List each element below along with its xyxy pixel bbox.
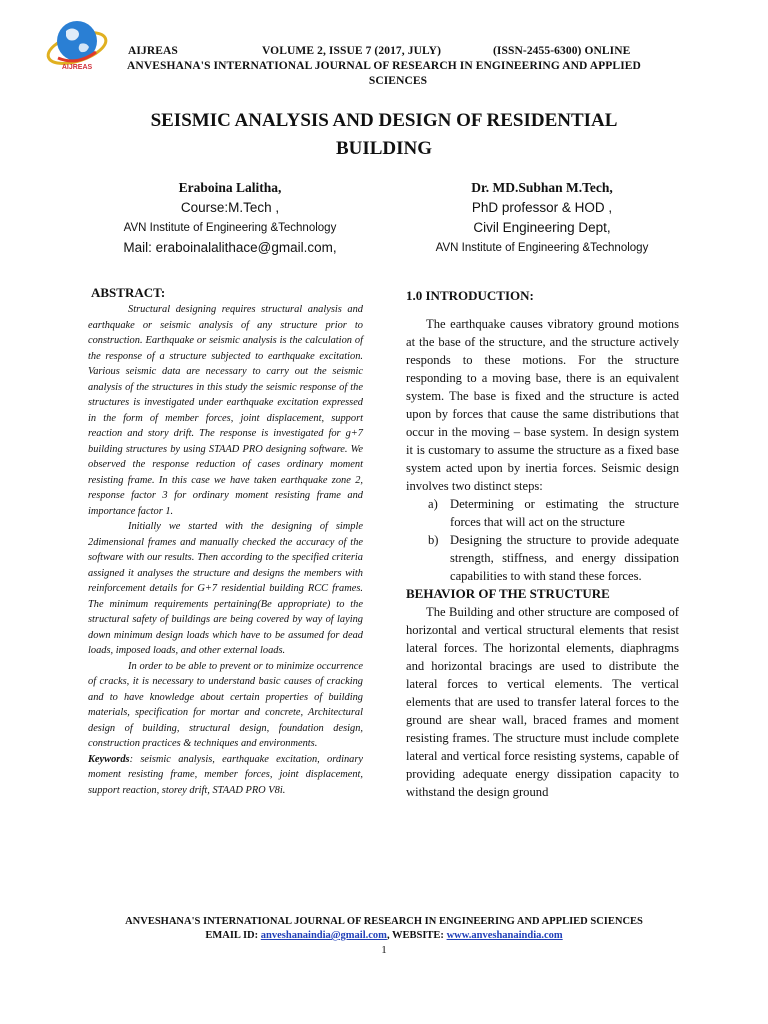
paper-title [0, 107, 768, 163]
footer-website-label: , WEBSITE: [386, 930, 444, 941]
abstract-paragraph-2 [88, 519, 363, 659]
list-item [406, 495, 679, 531]
footer-contact [0, 930, 768, 941]
author-name: Eraboina Lalitha, [178, 180, 282, 195]
author-institute: AVN Institute of Engineering &Technology [123, 222, 337, 234]
behavior-text: The Building and other structure are composed of horizontal and vertical structural elements that resist lateral forces. The horizontal elements, diaphragms and horizontal bracings are used to distribute the lateral forces to vertical elements. The vertical elements that are used to transfer lateral forces to the ground are shear wall, braced frames and moment resisting frames. The structure must include complete lateral and vertical force resisting systems, capable of providing adequate energy dissipation capacity to withstand the design ground [406, 605, 679, 799]
right-column [406, 284, 679, 801]
abstract-text-1: Structural designing requires structural analysis and earthquake or seismic analysis of any structure prior to construction. Earthquake or seismic analysis is the calculation of the response of a structure subjected to earthquake excitation. Various seismic data are necessary to carry out the seismic analysis of the structures in this study the seismic response of the structures is investigated under earthquake excitation expressed in the form of member forces, joint displacement, support reaction and story drift. The response is investigated for g+7 building structures by using STAAD PRO designing software. We observed the response reduction of cases ordinary moment resisting frame. In this case we have taken earthquake zone 2, response factor 3 for ordinary moment resisting frame and importance factor 1. [88, 304, 363, 517]
abstract-heading: ABSTRACT: [91, 285, 166, 300]
paper-title-line1: SEISMIC ANALYSIS AND DESIGN OF RESIDENTIAL [150, 110, 618, 131]
author-1 [110, 178, 350, 258]
list-item [406, 531, 679, 585]
author-email: Mail: eraboinalalithace@gmail.com, [123, 240, 337, 255]
list-text: Designing the structure to provide adequate strength, stiffness, and energy dissipation capabilities to with stand these forces. [450, 533, 679, 583]
abstract-paragraph-3 [88, 659, 363, 752]
left-column [88, 284, 363, 798]
abstract-paragraph-1 [88, 302, 363, 519]
journal-name-line1: ANVESHANA'S INTERNATIONAL JOURNAL OF RESEARCH IN ENGINEERING AND APPLIED [127, 60, 641, 72]
issn: (ISSN-2455-6300) ONLINE [493, 45, 631, 57]
introduction-paragraph [406, 315, 679, 495]
design-steps-list [406, 495, 679, 585]
list-marker: a) [428, 497, 438, 511]
journal-name-line2: SCIENCES [368, 75, 428, 87]
logo-text: AIJREAS [61, 64, 93, 71]
list-marker: b) [428, 533, 439, 547]
list-text: Determining or estimating the structure forces that will act on the structure [450, 497, 679, 529]
author-2 [420, 178, 664, 258]
author-institute: AVN Institute of Engineering &Technology [435, 242, 649, 254]
footer-journal: ANVESHANA'S INTERNATIONAL JOURNAL OF RESEARCH IN ENGINEERING AND APPLIED SCIENCES [125, 916, 643, 927]
behavior-heading: BEHAVIOR OF THE STRUCTURE [406, 586, 610, 601]
keywords [88, 752, 363, 799]
author-course: Course:M.Tech , [180, 200, 280, 215]
footer-website-link[interactable]: www.anveshanaindia.com [446, 930, 563, 941]
page-number: 1 [381, 944, 387, 956]
keywords-text: : seismic analysis, earthquake excitation, ordinary moment resisting frame, member forces, joint displacement, support reaction, storey drift, STAAD PRO V8i. [88, 753, 363, 796]
footer-email-label: EMAIL ID: [205, 930, 259, 941]
volume-issue: VOLUME 2, ISSUE 7 (2017, JULY) [262, 45, 442, 57]
abstract-text-3: In order to be able to prevent or to minimize occurrence of cracks, it is necessary to understand basic causes of cracking and to have knowledge about certain properties of building materials, specification for mortar and concrete, Architectural design of building, structural design, foundation design, construction practices & techniques and environments. [88, 660, 363, 749]
author-designation: PhD professor & HOD , [471, 200, 613, 215]
introduction-text: The earthquake causes vibratory ground motions at the base of the structure, and the structure actively responds to these motions. For the structure responding to a moving base, there is an equivalent system. The base is fixed and the structure is acted upon by forces that cause the same distributions that occur in the moving – base system. In design system it is customary to assume the structure as a fixed base system acted upon by inertia forces. Seismic design involves two distinct steps: [406, 317, 679, 493]
behavior-paragraph [406, 603, 679, 801]
abstract-text-2: Initially we started with the designing of simple 2dimensional frames and manually checked the accuracy of the software with our results. Then according to the specified criteria assigned it analyses the structure and designs the members with reinforcement details for G+7 residential building RCC frames. The minimum requirements pertaining(Be appropriate) to the structural safety of buildings are being covered by way of laying down minimum design loads which have to be assumed for dead loads, imposed loads, and other external loads. [88, 521, 363, 656]
author-department: Civil Engineering Dept, [473, 220, 611, 235]
author-name: Dr. MD.Subhan M.Tech, [471, 180, 613, 195]
paper-title-line2: BUILDING [335, 138, 433, 159]
keywords-label: Keywords [88, 753, 130, 765]
journal-abbr: AIJREAS [128, 45, 178, 57]
introduction-heading: 1.0 INTRODUCTION: [406, 288, 534, 303]
footer-email-link[interactable]: anveshanaindia@gmail.com [260, 930, 387, 941]
